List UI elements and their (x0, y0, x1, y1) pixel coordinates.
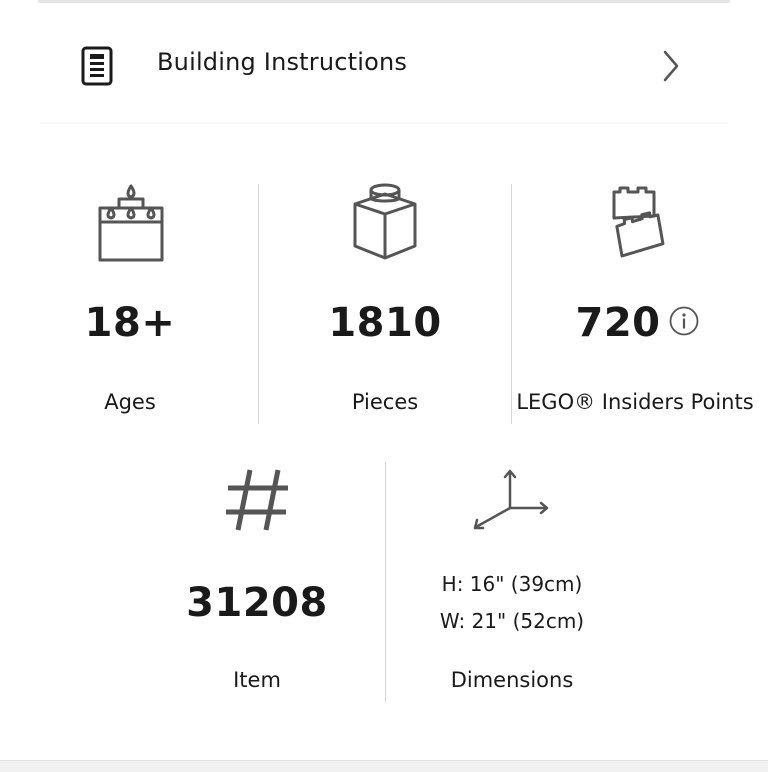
row-separator (40, 122, 728, 126)
top-divider (38, 0, 730, 3)
stat-insiders-points (508, 180, 766, 430)
item-label: Item (233, 668, 281, 692)
pieces-label: Pieces (351, 390, 419, 414)
ages-label: Ages (104, 390, 156, 414)
ages-value: 18+ (84, 300, 176, 346)
stat-ages (2, 180, 258, 430)
info-icon[interactable] (669, 306, 699, 336)
document-icon (80, 45, 114, 87)
dimension-width: W: 21" (52cm) (439, 609, 585, 633)
dimension-height: H: 16" (39cm) (441, 572, 583, 596)
birthday-cake-icon (97, 184, 165, 264)
stat-pieces (259, 180, 511, 430)
points-label: LEGO® Insiders Points (516, 390, 754, 414)
bricks-points-icon (608, 182, 668, 260)
lego-brick-icon (351, 182, 419, 262)
building-instructions-link[interactable] (40, 20, 728, 122)
stat-item (130, 460, 384, 705)
item-value: 31208 (186, 580, 328, 626)
pieces-value: 1810 (328, 300, 442, 346)
building-instructions-label: Building Instructions (157, 48, 408, 76)
stat-dimensions (386, 460, 638, 705)
points-value-wrap (508, 300, 766, 346)
dimensions-label: Dimensions (450, 668, 574, 692)
dimensions-axes-icon (472, 466, 552, 532)
points-value: 720 (575, 300, 661, 346)
chevron-right-icon[interactable] (660, 47, 682, 85)
bottom-divider (0, 760, 768, 772)
hash-icon (224, 466, 292, 534)
